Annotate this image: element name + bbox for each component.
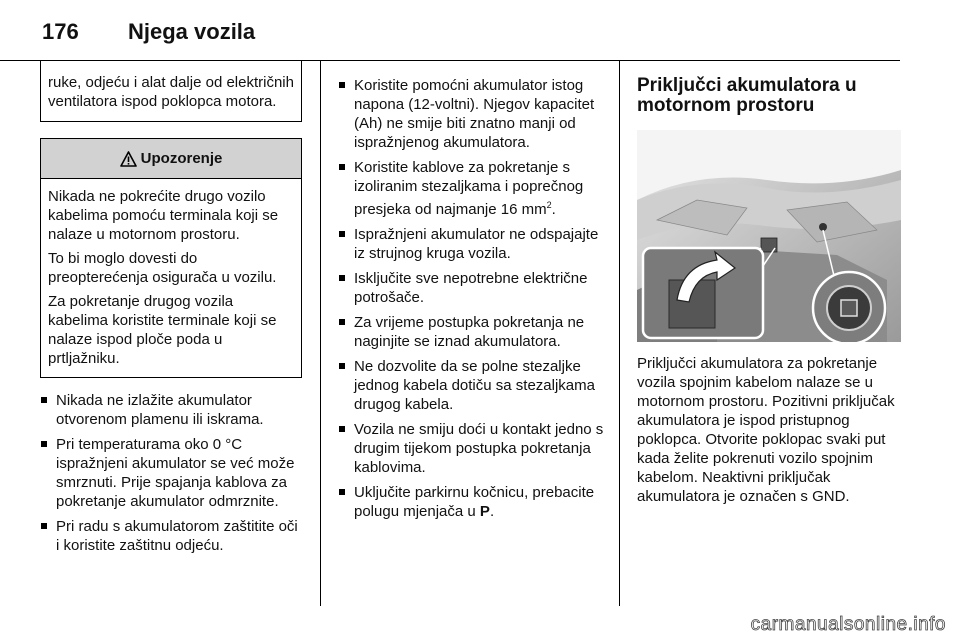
list-item [338,483,606,521]
warning-box [40,138,302,378]
list-item-end: . [551,201,556,218]
gear-position: P [479,503,490,520]
list-item-text: Koristite kablove za pokretanje s izoliranim stezaljkama i poprečnog presjeka od najmanje 16 mm [354,159,584,218]
warning-title: Upozorenje [140,150,223,167]
list-item-text: Uključite parkirnu kočnicu, prebacite polugu mjenjača u [354,484,595,520]
warning-paragraph: Za pokretanje drugog vozila kabelima koristite terminale koji se nalaze ispod ploče poda u prtljažniku. [48,293,277,367]
list-item: Ispražnjeni akumulator ne odspajajte iz strujnog kruga vozila. [338,225,606,263]
safety-list-1 [40,391,302,555]
page-title: Njega vozila [128,19,256,44]
superscript: 2 [546,200,552,210]
safety-list-2 [338,76,606,521]
list-item: Koristite pomoćni akumulator istog napona (12-voltni). Njegov kapacitet (Ah) ne smije biti znatno manji od ispražnjenog akumulatora. [338,76,606,152]
section-title: Priključci akumulatora u motornom prostoru [637,75,857,116]
figure-caption: Priključci akumulatora za pokretanje vozila spojnim kabelom nalaze se u motornom prostoru. Pozitivni priključak akumulatora je ispod pristupnog poklopca. Otvorite poklopac svaki put kada želite pokrenuti vozilo spojnim kabelom. Neaktivni priključak akumulatora je označen s GND. [637,355,895,505]
list-item: Nikada ne izlažite akumulator otvorenom plamenu ili iskrama. [40,391,302,429]
warning-header [41,139,301,179]
warning-body [41,179,301,377]
column-2 [338,76,606,527]
column-divider-1 [320,60,321,606]
list-item: Pri temperaturama oko 0 °C ispražnjeni akumulator se već može smrznuti. Prije spajanja kablova za pokretanje akumulator odmrznite. [40,435,302,511]
list-item: Isključite sve nepotrebne električne potrošače. [338,269,606,307]
watermark: carmanualsonline.info [750,614,946,635]
list-item: Pri radu s akumulatorom zaštitite oči i koristite zaštitnu odjeću. [40,517,302,555]
page-number: 176 [42,19,79,44]
battery-terminals-engine-bay-illustration [637,130,901,342]
page-header [42,14,255,50]
continued-text-box: ruke, odjeću i alat dalje od električnih ventilatora ispod poklopca motora. [40,60,302,122]
warning-triangle-icon [120,151,137,167]
list-item [338,158,606,219]
column-1 [40,60,302,561]
column-divider-2 [619,60,620,606]
warning-paragraph: To bi moglo dovesti do preopterećenja osigurača u vozilu. [48,250,277,286]
warning-paragraph: Nikada ne pokrećite drugo vozilo kabelima pomoću terminala koji se nalaze u motornom prostoru. [48,188,279,243]
list-item: Vozila ne smiju doći u kontakt jedno s drugim tijekom postupka pokretanja kablovima. [338,420,606,477]
list-item: Ne dozvolite da se polne stezaljke jednog kabela dotiču sa stezaljkama drugog kabela. [338,357,606,414]
column-3 [637,76,901,506]
list-item: Za vrijeme postupka pokretanja ne naginjite se iznad akumulatora. [338,313,606,351]
list-item-end: . [489,503,495,520]
